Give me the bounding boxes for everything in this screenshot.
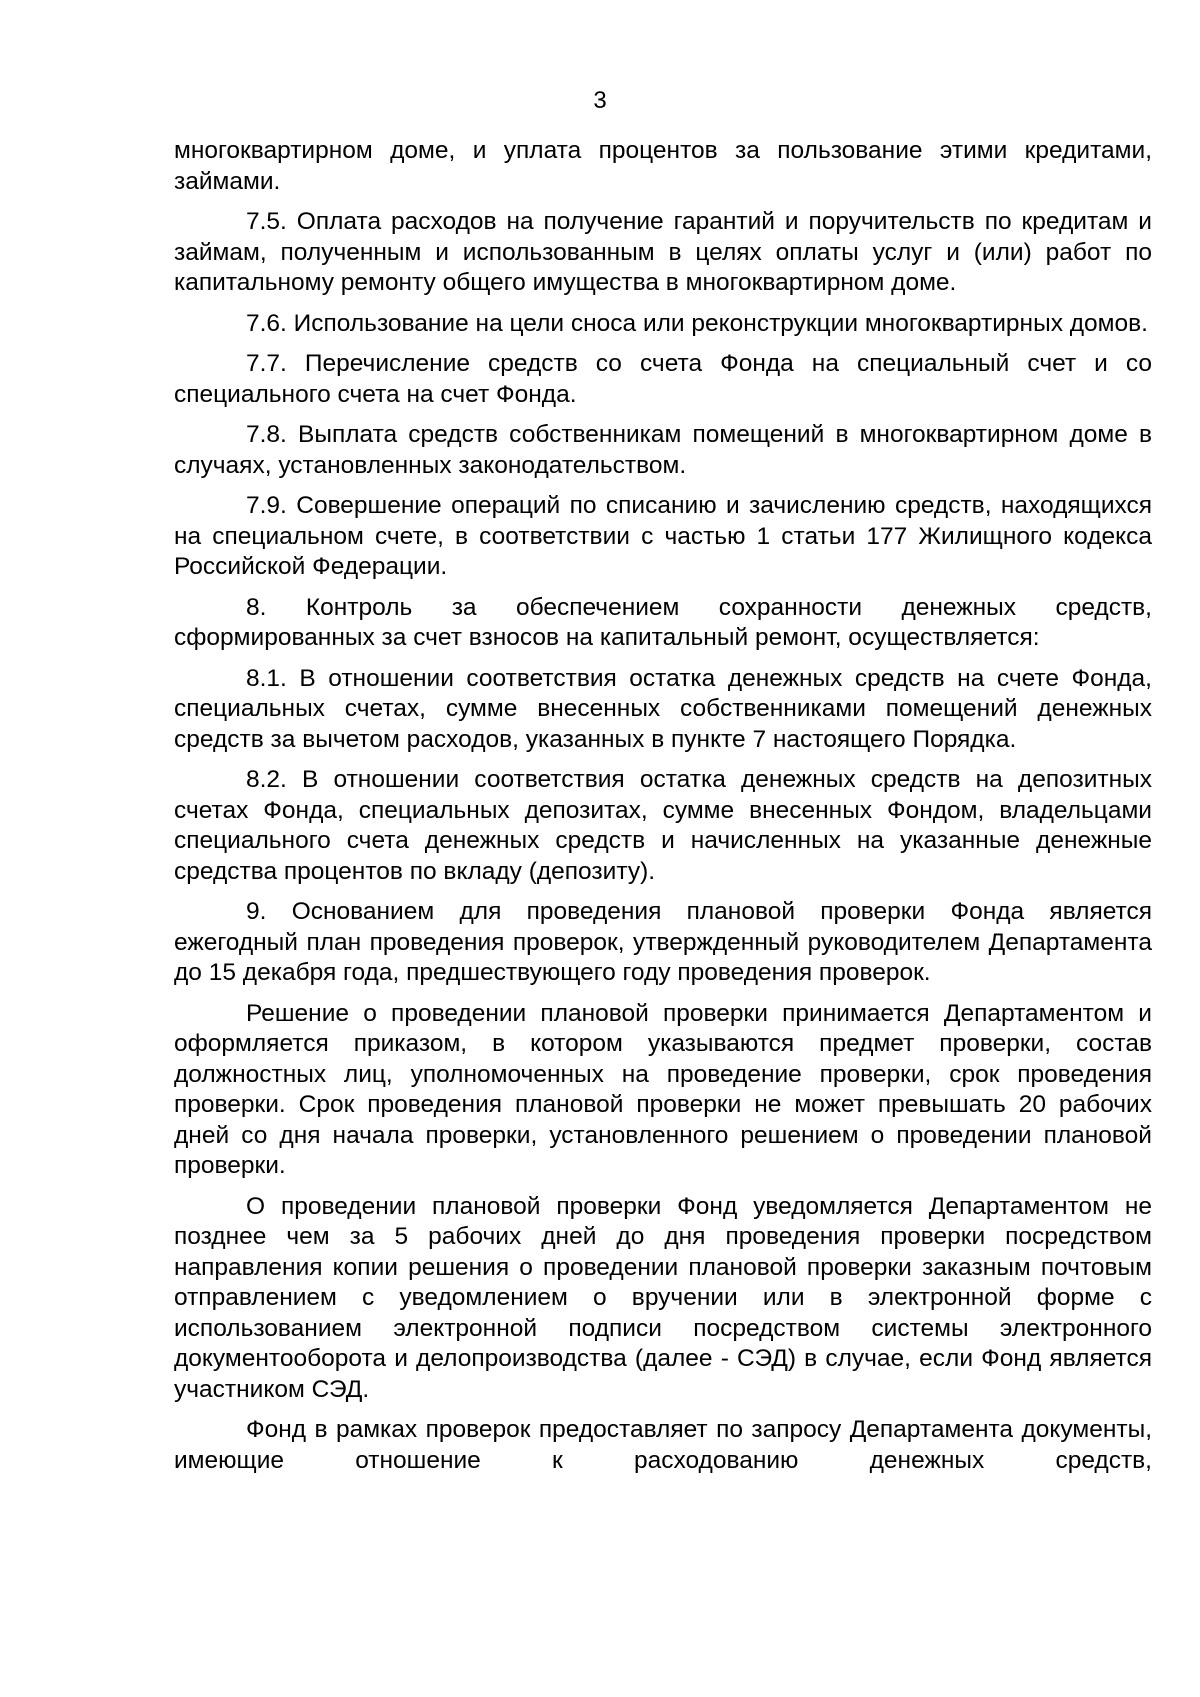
paragraph-7-9: 7.9. Совершение операций по списанию и зачислению средств, находящихся на специальном счете, в соответствии с частью 1 статьи 177 Жилищного кодекса Российской Федерации. — [174, 492, 1152, 580]
paragraph-8: 8. Контроль за обеспечением сохранности денежных средств, сформированных за счет взносов на капитальный ремонт, осуществляется: — [174, 593, 1152, 651]
paragraph-inspection-decision: Решение о проведении плановой проверки принимается Департаментом и оформляется приказом, в котором указываются предмет проверки, состав должностных лиц, уполномоченных на проведение проверки, срок проведения проверки. Срок проведения плановой проверки не может превышать 20 рабочих дней со дня начала проверки, установленного решением о проведении плановой проверки. — [174, 999, 1152, 1179]
page-number: 3 — [593, 87, 607, 114]
paragraph-8-1: 8.1. В отношении соответствия остатка денежных средств на счете Фонда, специальных счетах, сумме внесенных собственниками помещений денежных средств за вычетом расходов, указанных в пункте 7 настоящего Порядка. — [174, 664, 1152, 753]
document-body — [174, 136, 1152, 1486]
paragraph-inspection-notice: О проведении плановой проверки Фонд уведомляется Департаментом не позднее чем за 5 рабочих дней до дня проведения проверки посредством направления копии решения о проведении плановой проверки заказным почтовым отправлением с уведомлением о вручении или в электронной форме с использованием электронной подписи посредством системы электронного документооборота и делопроизводства (далее - СЭД) в случае, если Фонд является участником СЭД. — [174, 1192, 1152, 1403]
paragraph-continuation: многоквартирном доме, и уплата процентов за пользование этими кредитами, займами. — [174, 137, 1152, 195]
paragraph-8-2: 8.2. В отношении соответствия остатка денежных средств на депозитных счетах Фонда, специальных депозитах, сумме внесенных Фондом, владельцами специального счета денежных средств и начисленных на указанные денежные средства процентов по вкладу (депозиту). — [174, 766, 1152, 885]
paragraph-7-6: 7.6. Использование на цели сноса или реконструкции многоквартирных домов. — [246, 309, 1148, 337]
paragraph-9: 9. Основанием для проведения плановой проверки Фонда является ежегодный план проведения проверок, утвержденный руководителем Департамента до 15 декабря года, предшествующего году проведения проверок. — [174, 898, 1152, 986]
paragraph-7-8: 7.8. Выплата средств собственникам помещений в многоквартирном доме в случаях, установленных законодательством. — [174, 421, 1152, 479]
paragraph-7-7: 7.7. Перечисление средств со счета Фонда на специальный счет и со специального счета на счет Фонда. — [174, 350, 1152, 408]
paragraph-7-5: 7.5. Оплата расходов на получение гарантий и поручительств по кредитам и займам, полученным и использованным в целях оплаты услуг и (или) работ по капитальному ремонту общего имущества в многоквартирном доме. — [174, 208, 1152, 296]
paragraph-fund-documents: Фонд в рамках проверок предоставляет по запросу Департамента документы, имеющие отношение к расходованию денежных средств, — [174, 1416, 1152, 1474]
